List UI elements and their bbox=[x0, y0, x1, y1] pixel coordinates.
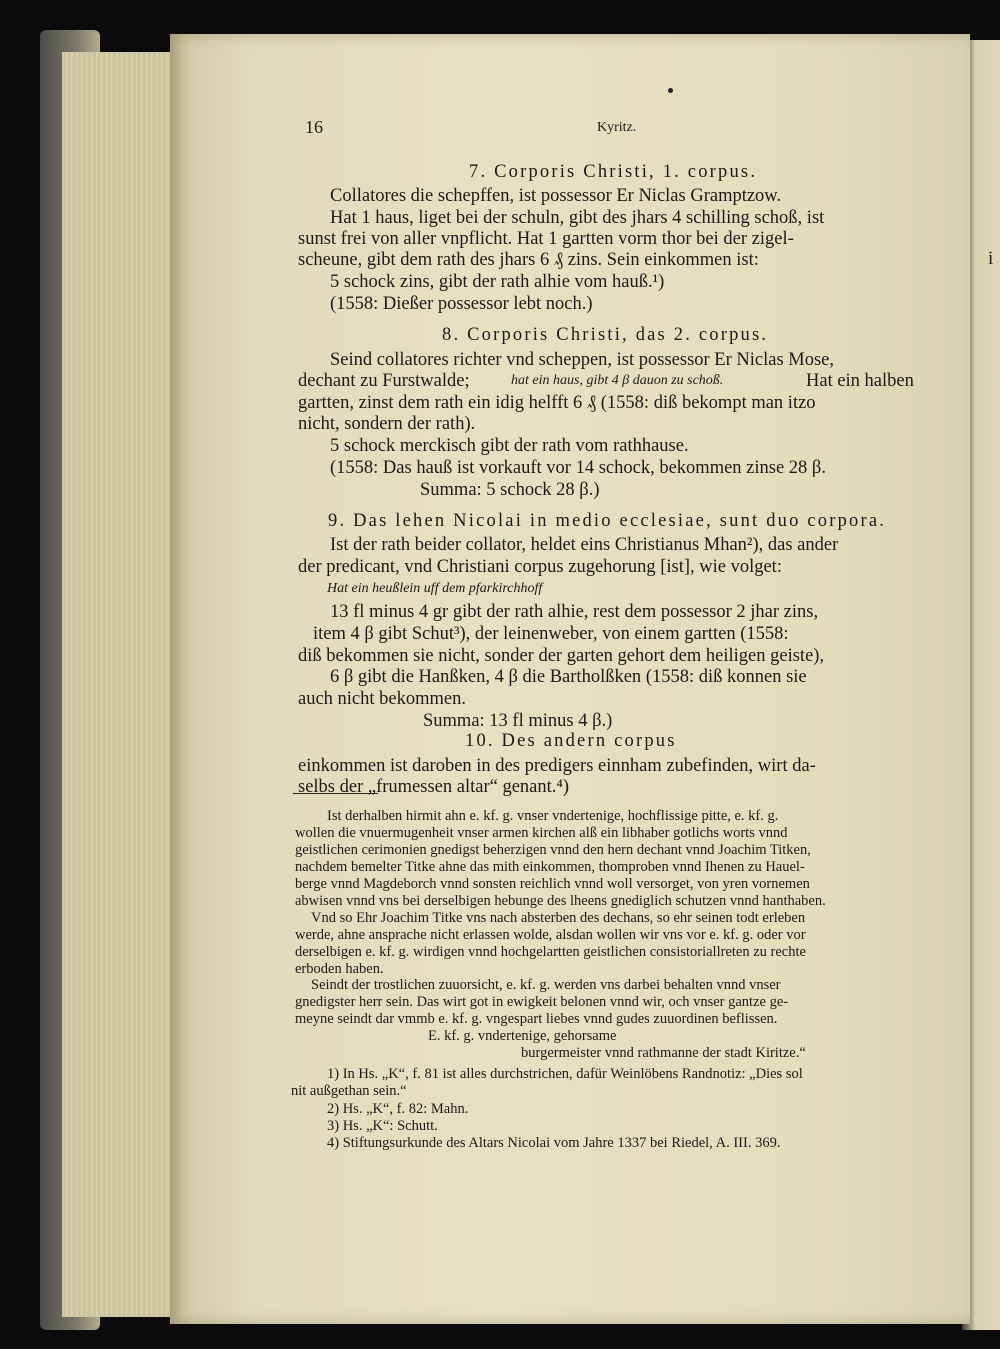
letter-line: Seindt der trostlichen zuuorsicht, e. kf. g. werden vns darbei behalten vnnd vnser bbox=[311, 977, 781, 993]
section-8-line: nicht, sondern der rath). bbox=[298, 414, 476, 434]
section-7-line: scheune, gibt dem rath des jhars 6 ₰ zins. Sein einkommen ist: bbox=[298, 250, 759, 270]
section-9-line: Summa: 13 fl minus 4 β.) bbox=[423, 711, 613, 731]
footnote-divider bbox=[293, 793, 378, 794]
letter-line: gnedigster herr sein. Das wirt got in ewigkeit belonen vnnd wir, och vnser gantze ge- bbox=[295, 994, 789, 1010]
letter-line: derselbigen e. kf. g. wirdigen vnnd hochgelartten geistlichen consistoriallreten zu rechte bbox=[295, 944, 806, 960]
footnote-1-continued: nit außgethan sein.“ bbox=[291, 1083, 407, 1099]
section-10-line: einkommen ist daroben in des predigers einnham zubefinden, wirt da- bbox=[298, 756, 816, 776]
section-9-line: Ist der rath beider collator, heldet eins Christianus Mhan²), das ander bbox=[330, 535, 839, 555]
footnote-1: 1) In Hs. „K“, f. 81 ist alles durchstrichen, dafür Weinlöbens Randnotiz: „Dies sol bbox=[327, 1066, 803, 1082]
section-7-line: 5 schock zins, gibt der rath alhie vom hauß.¹) bbox=[330, 272, 665, 292]
letter-line: abwisen vnnd vns bei derselbigen hebunge des lheens gnediglich schutzen vnnd hanthaben. bbox=[295, 893, 826, 909]
footnote-2: 2) Hs. „K“, f. 82: Mahn. bbox=[327, 1101, 469, 1117]
running-title: Kyritz. bbox=[597, 120, 637, 135]
letter-line: berge vnnd Magdeborch vnnd sonsten reichlich vnnd woll versorget, von yren vornemen bbox=[295, 876, 810, 892]
section-8-italic-insert: hat ein haus, gibt 4 β dauon zu schoß. bbox=[511, 373, 724, 388]
section-10-heading: 10. Des andern corpus bbox=[465, 731, 677, 751]
letter-line: erboden haben. bbox=[295, 961, 384, 977]
section-8-line: 5 schock merckisch gibt der rath vom rathhause. bbox=[330, 436, 689, 456]
section-9-line: 6 β gibt die Hanßken, 4 β die Bartholßken (1558: diß konnen sie bbox=[330, 667, 807, 687]
letter-line: Vnd so Ehr Joachim Titke vns nach absterben des dechans, so ehr seinen todt erleben bbox=[311, 910, 806, 926]
letter-line: Ist derhalben hirmit ahn e. kf. g. vnser vndertenige, hochflissige pitte, e. kf. g. bbox=[327, 808, 779, 824]
section-9-heading: 9. Das lehen Nicolai in medio ecclesiae, sunt duo corpora. bbox=[328, 511, 887, 531]
section-9-line: diß bekommen sie nicht, sonder der garten gehort dem heiligen geiste), bbox=[298, 646, 825, 666]
section-7-line: (1558: Dießer possessor lebt noch.) bbox=[330, 294, 593, 314]
section-7-line: sunst frei von aller vnpflicht. Hat 1 gartten vorm thor bei der zigel- bbox=[298, 229, 794, 249]
footnote-4: 4) Stiftungsurkunde des Altars Nicolai vom Jahre 1337 bei Riedel, A. III. 369. bbox=[327, 1135, 781, 1151]
section-8-line: Hat ein halben bbox=[806, 371, 914, 391]
section-7-heading: 7. Corporis Christi, 1. corpus. bbox=[469, 162, 758, 182]
section-9-line: item 4 β gibt Schut³), der leinenweber, von einem gartten (1558: bbox=[313, 624, 789, 644]
section-9-line: der predicant, vnd Christiani corpus zugehorung [ist], wie volget: bbox=[298, 557, 782, 577]
letter-line: meyne seindt dar vmmb e. kf. g. vngespart liebes vnnd gudes zuuordinen beflissen. bbox=[295, 1011, 778, 1027]
section-8-line: dechant zu Furstwalde; bbox=[298, 371, 470, 391]
letter-line: wollen die vnuermugenheit vnser armen kirchen alß ein libhaber gotlichs worts vnnd bbox=[295, 825, 788, 841]
section-7-line: Hat 1 haus, liget bei der schuln, gibt des jhars 4 schilling schoß, ist bbox=[330, 208, 825, 228]
letter-line: nachdem bemelter Titke ahne das mith einkommen, thomproben vnnd Ihenen zu Hauel- bbox=[295, 859, 805, 875]
section-8-line: Summa: 5 schock 28 β.) bbox=[420, 480, 600, 500]
section-8-heading: 8. Corporis Christi, das 2. corpus. bbox=[442, 325, 769, 345]
ink-speck bbox=[668, 88, 673, 93]
section-8-line: gartten, zinst dem rath ein idig helfft 6 ₰ (1558: diß bekompt man itzo bbox=[298, 393, 816, 413]
letter-closing: E. kf. g. vndertenige, gehorsame bbox=[428, 1028, 617, 1044]
facing-page-fragment: i bbox=[988, 248, 994, 269]
section-7-line: Collatores die schepffen, ist possessor Er Niclas Gramptzow. bbox=[330, 186, 782, 206]
letter-signature: burgermeister vnnd rathmanne der stadt Kiritze.“ bbox=[521, 1045, 806, 1061]
letter-line: geistlichen cerimonien gnedigst beherzigen vnnd den hern dechant vnnd Joachim Titken, bbox=[295, 842, 811, 858]
section-10-line: selbs der „frumessen altar“ genant.⁴) bbox=[298, 777, 569, 797]
page-number: 16 bbox=[305, 117, 323, 137]
section-9-line: auch nicht bekommen. bbox=[298, 689, 466, 709]
section-8-line: (1558: Das hauß ist vorkauft vor 14 schock, bekommen zinse 28 β. bbox=[330, 458, 826, 478]
footnote-3: 3) Hs. „K“: Schutt. bbox=[327, 1118, 438, 1134]
letter-line: werde, ahne ansprache nicht erlassen wolde, alsdan wollen wir vns vor e. kf. g. oder vor bbox=[295, 927, 806, 943]
section-8-line: Seind collatores richter vnd scheppen, ist possessor Er Niclas Mose, bbox=[330, 350, 835, 370]
section-9-line: 13 fl minus 4 gr gibt der rath alhie, rest dem possessor 2 jhar zins, bbox=[330, 602, 819, 622]
section-9-italic-line: Hat ein heußlein uff dem pfarkirchhoff bbox=[327, 581, 543, 596]
